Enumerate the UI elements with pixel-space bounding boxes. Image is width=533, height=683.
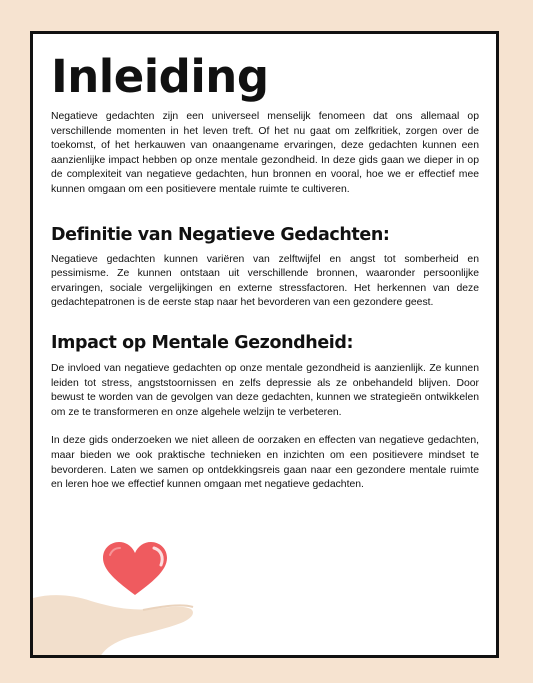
document-page	[30, 31, 499, 658]
guide-paragraph: In deze gids onderzoeken we niet alleen de oorzaken en effecten van negatieve gedachten, maar bieden we ook praktische technieken en inzichten om een positievere mindset te bevorderen. Laten we samen op ontdekkingsreis gaan naar een gezondere mentale ruimte en leren hoe we effectief kunnen omgaan met negatieve gedachten.	[51, 435, 479, 491]
page-content	[51, 48, 479, 493]
definition-heading: Definitie van Negatieve Gedachten:	[51, 224, 390, 245]
definition-paragraph: Negatieve gedachten kunnen variëren van zelftwijfel en angst tot somberheid en pessimisme. Ze kunnen ontstaan uit verschillende bronnen, waaronder persoonlijke ervaringen, sociale vergelijkingen en externe stressfactoren. Het herkennen van deze gedachtepatronen is de eerste stap naar het bevorderen van een gezondere geest.	[51, 253, 479, 309]
page-title: Inleiding	[51, 50, 269, 103]
hand-icon	[33, 595, 193, 655]
heart-icon	[103, 542, 167, 595]
hand-heart-illustration	[33, 535, 233, 655]
impact-paragraph: De invloed van negatieve gedachten op onze mentale gezondheid is aanzienlijk. Ze kunnen leiden tot stress, angststoornissen en zelfs depressie als ze onbehandeld blijven. Door bewust te worden van de gevolgen van deze gedachten, kunnen we strategieën ontwikkelen om ze te transformeren en onze algehele welzijn te verbeteren.	[51, 362, 479, 418]
intro-paragraph: Negatieve gedachten zijn een universeel menselijk fenomeen dat ons allemaal op verschillende momenten in het leven treft. Of het nu gaat om zelfkritiek, zorgen over de toekomst, of het herkauwen van onaangename ervaringen, deze gedachten kunnen een aanzienlijke impact hebben op onze mentale gezondheid. In deze gids gaan we dieper in op de complexiteit van negatieve gedachten, hun bronnen en vooral, hoe we er effectief mee kunnen omgaan om een positievere mentale ruimte te cultiveren.	[51, 111, 479, 195]
impact-heading: Impact op Mentale Gezondheid:	[51, 332, 354, 353]
